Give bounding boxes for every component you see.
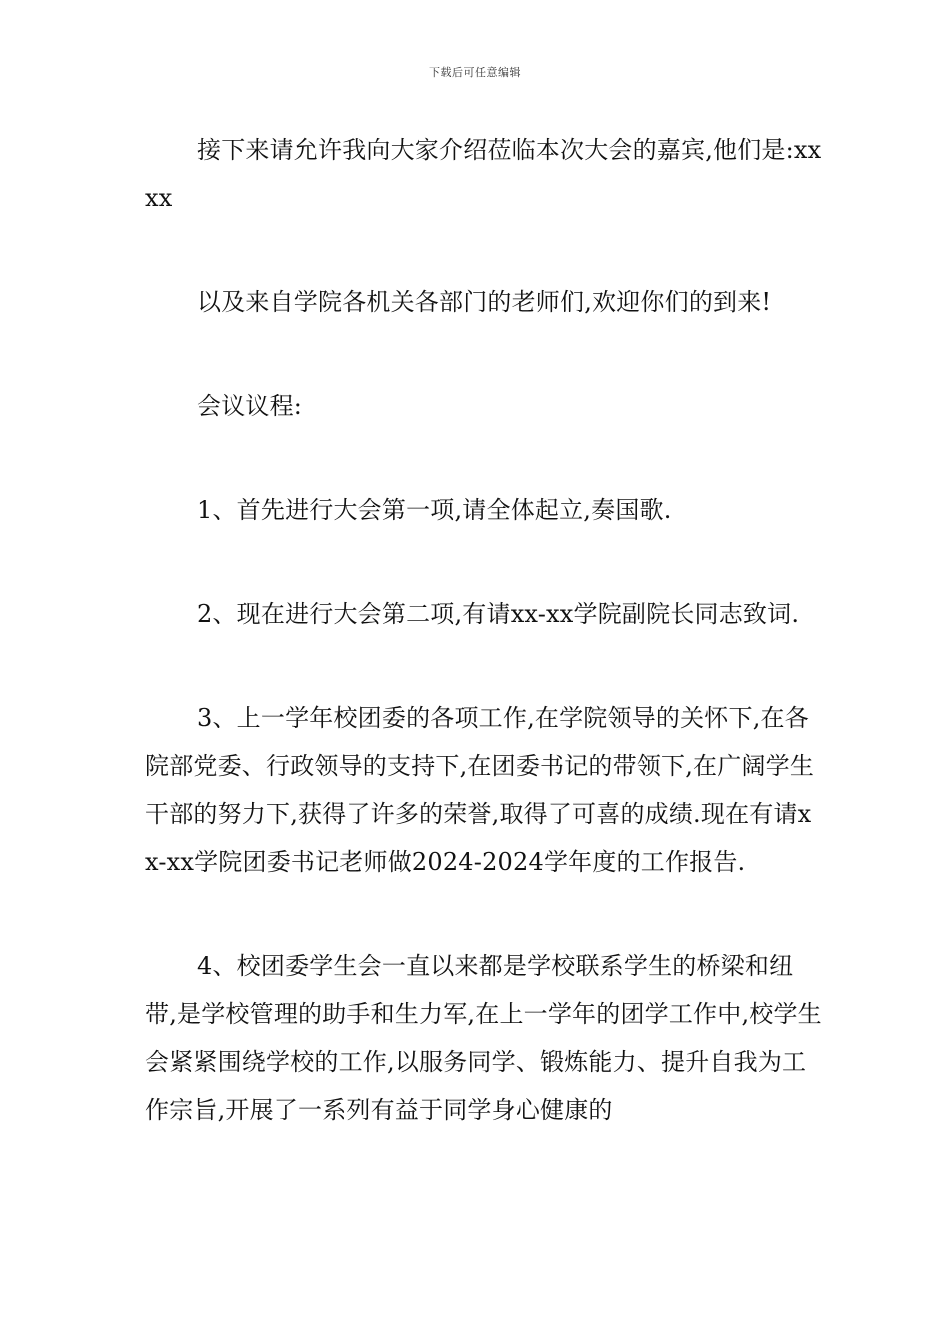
paragraph-agenda-item-1: 1、首先进行大会第一项,请全体起立,奏国歌. (197, 496, 672, 524)
document-body (145, 126, 825, 1134)
paragraph-agenda-item-2: 2、现在进行大会第二项,有请xx-xx学院副院长同志致词. (197, 600, 800, 628)
paragraph-guest-intro: 接下来请允许我向大家介绍莅临本次大会的嘉宾,他们是:xxxx (145, 136, 822, 212)
paragraph-agenda-item-4: 4、校团委学生会一直以来都是学校联系学生的桥梁和纽带,是学校管理的助手和生力军,在上一学年的团学工作中,校学生会紧紧围绕学校的工作,以服务同学、锻炼能力、提升自我为工作宗旨,开展了一系列有益于同学身心健康的 (145, 952, 822, 1124)
paragraph-welcome: 以及来自学院各机关各部门的老师们,欢迎你们的到来! (197, 288, 772, 316)
paragraph-agenda-item-3: 3、上一学年校团委的各项工作,在学院领导的关怀下,在各院部党委、行政领导的支持下,在团委书记的带领下,在广阔学生干部的努力下,获得了许多的荣誉,取得了可喜的成绩.现在有请xx-xx学院团委书记老师做2024-2024学年度的工作报告. (145, 704, 815, 876)
header-note: 下载后可任意编辑 (429, 66, 521, 79)
paragraph-agenda-heading: 会议议程: (197, 392, 303, 420)
